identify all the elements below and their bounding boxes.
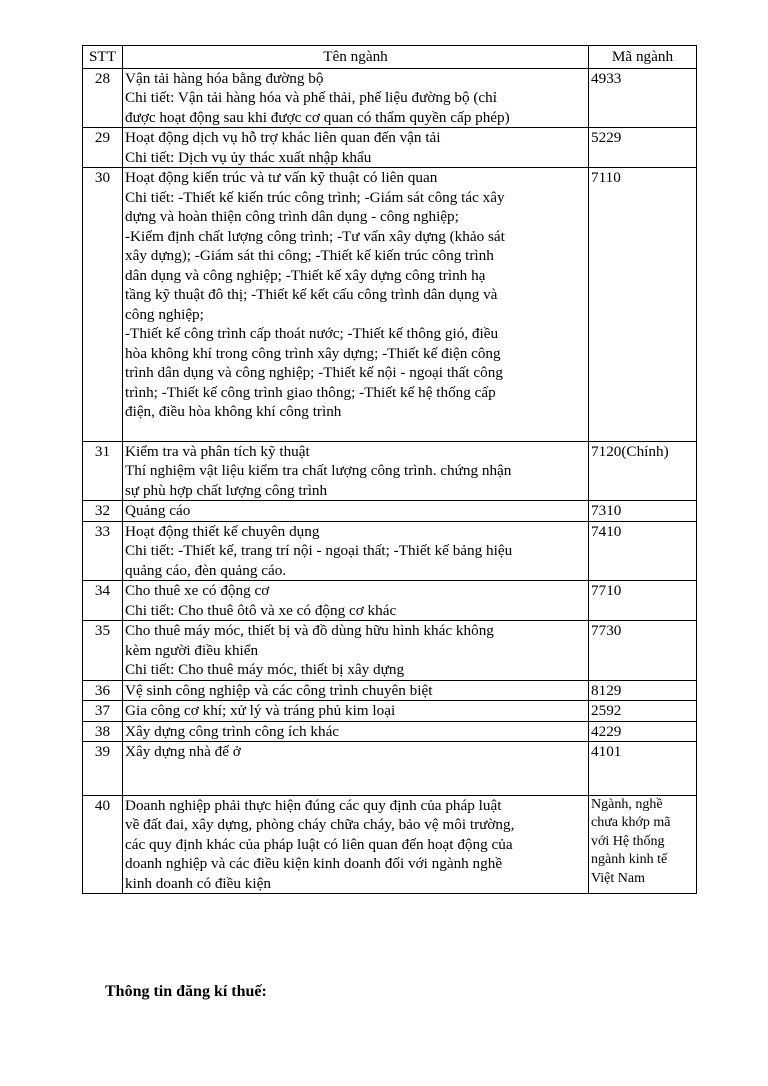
- row-stt: 31: [83, 441, 123, 501]
- row-name: [123, 795, 589, 894]
- row-name-line: Chi tiết: -Thiết kế, trang trí nội - ngoại thất; -Thiết kế bảng hiệu: [125, 542, 513, 559]
- row-name-line: Thí nghiệm vật liệu kiểm tra chất lượng công trình. chứng nhận: [125, 462, 512, 479]
- row-code-line: ngành kinh tế: [591, 852, 668, 867]
- table-row: [83, 680, 697, 701]
- row-code: 7710: [589, 581, 697, 621]
- table-row: [83, 168, 697, 442]
- row-name-line: Vận tải hàng hóa bằng đường bộ: [125, 69, 324, 87]
- table-row: [83, 441, 697, 501]
- row-code: 4101: [589, 742, 697, 796]
- table-row: [83, 521, 697, 581]
- row-stt: 33: [83, 521, 123, 581]
- table-row: [83, 128, 697, 168]
- row-code: 4933: [589, 68, 697, 128]
- row-stt: 40: [83, 795, 123, 894]
- row-code: 7410: [589, 521, 697, 581]
- header-name: Tên ngành: [123, 46, 589, 69]
- row-name-line: xây dựng); -Giám sát thi công; -Thiết kế kiến trúc công trình: [125, 247, 494, 264]
- table-row: [83, 795, 697, 894]
- header-code: Mã ngành: [589, 46, 697, 69]
- row-name-line: Vệ sinh công nghiệp và các công trình chuyên biệt: [125, 681, 433, 699]
- row-name-line: Chi tiết: Dịch vụ ủy thác xuất nhập khẩu: [125, 148, 372, 166]
- row-name-line: kinh doanh có điều kiện: [125, 874, 271, 892]
- row-name-line: tầng kỹ thuật đô thị; -Thiết kế kết cấu công trình dân dụng và: [125, 286, 498, 303]
- row-code-line: với Hệ thống: [591, 833, 665, 849]
- row-name-line: Cho thuê xe có động cơ: [125, 582, 270, 599]
- row-code: 5229: [589, 128, 697, 168]
- table-row: [83, 68, 697, 128]
- table-row: [83, 701, 697, 722]
- tax-info-heading: Thông tin đăng kí thuế:: [105, 983, 267, 1000]
- row-name-line: Hoạt động dịch vụ hỗ trợ khác liên quan đến vận tải: [125, 129, 441, 146]
- row-name-line: về đất đai, xây dựng, phòng cháy chữa cháy, bảo vệ môi trường,: [125, 816, 515, 833]
- row-name-line: -Kiểm định chất lượng công trình; -Tư vấn xây dựng (khảo sát: [125, 227, 505, 245]
- row-code: 7730: [589, 621, 697, 681]
- row-name: [123, 742, 589, 796]
- table-row: [83, 721, 697, 742]
- row-name-line: Hoạt động thiết kế chuyên dụng: [125, 522, 320, 540]
- table-row: [83, 581, 697, 621]
- row-name: [123, 501, 589, 522]
- row-name-line: Chi tiết: Cho thuê máy móc, thiết bị xây dựng: [125, 661, 405, 678]
- row-stt: 37: [83, 701, 123, 722]
- row-name: [123, 701, 589, 722]
- row-name: [123, 441, 589, 501]
- row-name-line: Xây dựng công trình công ích khác: [125, 722, 340, 740]
- row-stt: 34: [83, 581, 123, 621]
- row-name-line: doanh nghiệp và các điều kiện kinh doanh đối với ngành nghề: [125, 855, 503, 872]
- row-name-line: dựng và hoàn thiện công trình dân dụng - công nghiệp;: [125, 208, 459, 225]
- row-code: 2592: [589, 701, 697, 722]
- row-name-line: Chi tiết: Vận tải hàng hóa và phế thải, phế liệu đường bộ (chỉ: [125, 89, 497, 106]
- row-name-line: Chi tiết: Cho thuê ôtô và xe có động cơ khác: [125, 601, 397, 619]
- table-row: [83, 501, 697, 522]
- row-stt: 30: [83, 168, 123, 442]
- row-stt: 32: [83, 501, 123, 522]
- row-name-line: Gia công cơ khí; xử lý và tráng phủ kim loại: [125, 702, 396, 719]
- row-stt: 39: [83, 742, 123, 796]
- row-name-line: Quảng cáo: [125, 502, 191, 519]
- table-row: [83, 621, 697, 681]
- row-name-line: dân dụng và công nghiệp; -Thiết kế xây dựng công trình hạ: [125, 266, 486, 284]
- row-name-line: sự phù hợp chất lượng công trình: [125, 481, 328, 499]
- row-code-line: Việt Nam: [591, 870, 645, 886]
- row-name-line: -Thiết kế công trình cấp thoát nước; -Thiết kế thông gió, điều: [125, 325, 499, 342]
- row-stt: 29: [83, 128, 123, 168]
- row-name-line: quảng cáo, đèn quảng cáo.: [125, 561, 287, 579]
- row-name-line: Hoạt động kiến trúc và tư vấn kỹ thuật có liên quan: [125, 169, 438, 186]
- row-stt: 28: [83, 68, 123, 128]
- row-name-line: trình; -Thiết kế công trình giao thông; -Thiết kế hệ thống cấp: [125, 383, 496, 401]
- row-name-line: hòa không khí trong công trình xây dựng; -Thiết kế điện công: [125, 344, 501, 362]
- row-code: 8129: [589, 680, 697, 701]
- row-name: [123, 128, 589, 168]
- row-name: [123, 581, 589, 621]
- row-name-line: Kiểm tra và phân tích kỹ thuật: [125, 442, 310, 460]
- row-name-line: công nghiệp;: [125, 305, 204, 323]
- row-name-line: các quy định khác của pháp luật có liên quan đến hoạt động của: [125, 835, 513, 853]
- row-code: [589, 795, 697, 894]
- row-code-line: chưa khớp mã: [591, 815, 671, 830]
- table-header-row: [83, 46, 697, 69]
- row-name-line: trình dân dụng và công nghiệp; -Thiết kế nội - ngoại thất công: [125, 364, 503, 381]
- row-name-line: kèm người điều khiển: [125, 641, 259, 659]
- row-name-line: được hoạt động sau khi được cơ quan có thẩm quyền cấp phép): [125, 108, 510, 126]
- row-code: 7120(Chính): [589, 441, 697, 501]
- row-name-line: điện, điều hòa không khí công trình: [125, 403, 342, 420]
- row-name: [123, 721, 589, 742]
- row-name-line: Doanh nghiệp phải thực hiện đúng các quy định của pháp luật: [125, 796, 502, 814]
- row-name-line: Cho thuê máy móc, thiết bị và đồ dùng hữu hình khác không: [125, 622, 494, 639]
- row-stt: 35: [83, 621, 123, 681]
- row-stt: 36: [83, 680, 123, 701]
- row-code: 7110: [589, 168, 697, 442]
- row-name: [123, 680, 589, 701]
- row-code: 7310: [589, 501, 697, 522]
- row-name: [123, 521, 589, 581]
- row-name: [123, 621, 589, 681]
- business-lines-table: [82, 45, 697, 894]
- row-code: 4229: [589, 721, 697, 742]
- row-name: [123, 68, 589, 128]
- row-name-line: Xây dựng nhà để ở: [125, 743, 241, 760]
- row-stt: 38: [83, 721, 123, 742]
- row-name-line: Chi tiết: -Thiết kế kiến trúc công trình; -Giám sát công tác xây: [125, 188, 505, 206]
- row-code-line: Ngành, nghề: [591, 796, 663, 812]
- table-row: [83, 742, 697, 796]
- row-name: [123, 168, 589, 442]
- header-stt: STT: [83, 46, 123, 69]
